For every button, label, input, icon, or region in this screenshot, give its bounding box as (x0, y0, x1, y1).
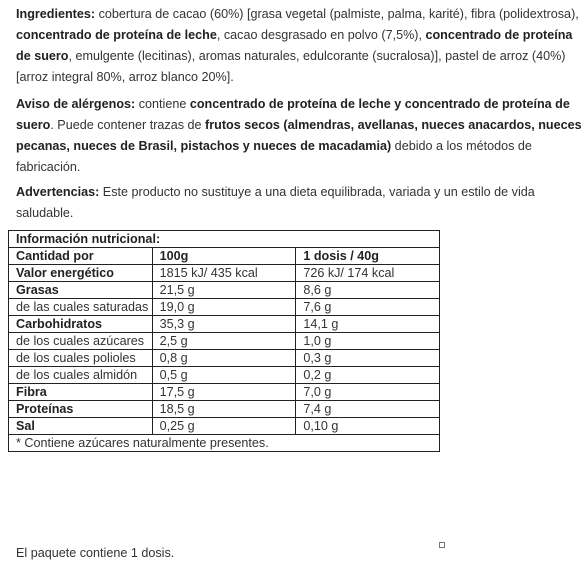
warnings-label: Advertencias: (16, 185, 100, 199)
value-dose: 7,4 g (296, 401, 440, 418)
allergens-label: Aviso de alérgenos: (16, 97, 136, 111)
table-footnote: * Contiene azúcares naturalmente presentes. (9, 435, 440, 452)
header-cell-dose: 1 dosis / 40g (296, 248, 440, 265)
header-cell-100g: 100g (152, 248, 296, 265)
ingredients-text-2: , cacao desgrasado en polvo (7,5%), (216, 28, 426, 42)
value-100g: 0,8 g (152, 350, 296, 367)
row-label: de los cuales azúcares (9, 333, 153, 350)
allergens-paragraph (16, 94, 582, 178)
table-row-fat (9, 282, 440, 299)
row-label: de los cuales polioles (9, 350, 153, 367)
row-label: Valor energético (9, 265, 153, 282)
header-cell-amount: Cantidad por (9, 248, 153, 265)
table-row-salt (9, 418, 440, 435)
row-label: de las cuales saturadas (9, 299, 153, 316)
allergens-text-1: contiene (135, 97, 190, 111)
value-dose: 0,2 g (296, 367, 440, 384)
value-100g: 2,5 g (152, 333, 296, 350)
ingredients-bold-2: concentrado de proteína de suero (16, 28, 573, 63)
value-dose: 14,1 g (296, 316, 440, 333)
value-100g: 0,5 g (152, 367, 296, 384)
value-dose: 0,3 g (296, 350, 440, 367)
table-row-saturated (9, 299, 440, 316)
table-row-energy (9, 265, 440, 282)
table-row-sugars (9, 333, 440, 350)
resize-handle[interactable] (439, 542, 445, 548)
value-dose: 1,0 g (296, 333, 440, 350)
ingredients-paragraph (16, 4, 582, 88)
table-row-fibre (9, 384, 440, 401)
warnings-text: Este producto no sustituye a una dieta equilibrada, variada y un estilo de vida saludable. (16, 185, 535, 220)
value-100g: 35,3 g (152, 316, 296, 333)
value-100g: 18,5 g (152, 401, 296, 418)
value-100g: 1815 kJ/ 435 kcal (152, 265, 296, 282)
ingredients-label: Ingredientes: (16, 7, 96, 21)
nutrition-header-row (9, 248, 440, 265)
row-label: Sal (9, 418, 153, 435)
value-dose: 0,10 g (296, 418, 440, 435)
value-dose: 726 kJ/ 174 kcal (296, 265, 440, 282)
allergens-bold-1: concentrado de proteína de leche y concentrado de proteína de suero (16, 97, 570, 132)
row-label: de los cuales almidón (9, 367, 153, 384)
table-row-protein (9, 401, 440, 418)
table-row-starch (9, 367, 440, 384)
row-label: Proteínas (9, 401, 153, 418)
row-label: Grasas (9, 282, 153, 299)
value-dose: 8,6 g (296, 282, 440, 299)
footnote-row (9, 435, 440, 452)
table-row-polyols (9, 350, 440, 367)
allergens-text-2: . Puede contener trazas de (50, 118, 206, 132)
allergens-text-3: debido a los métodos de fabricación. (16, 139, 532, 174)
package-note: El paquete contiene 1 dosis. (16, 546, 175, 560)
nutrition-title-row (9, 231, 440, 248)
ingredients-text-1: cobertura de cacao (60%) [grasa vegetal (palmiste, palma, karité), fibra (polidextrosa), (95, 7, 579, 21)
warnings-paragraph (16, 182, 582, 224)
value-100g: 0,25 g (152, 418, 296, 435)
nutrition-table (8, 230, 440, 452)
ingredients-bold-1: concentrado de proteína de leche (16, 28, 217, 42)
allergens-bold-2: frutos secos (almendras, avellanas, nueces anacardos, nueces pecanas, nueces de Brasil, pistachos y nueces de macadamia) (16, 118, 582, 153)
ingredients-text-3: , emulgente (lecitinas), aromas naturales, edulcorante (sucralosa)], pastel de arroz (40%) [arroz integral 80%, arroz blanco 20%]. (16, 49, 566, 84)
nutrition-title: Información nutricional: (9, 231, 440, 248)
table-row-carbs (9, 316, 440, 333)
row-label: Carbohidratos (9, 316, 153, 333)
value-dose: 7,6 g (296, 299, 440, 316)
value-100g: 21,5 g (152, 282, 296, 299)
value-dose: 7,0 g (296, 384, 440, 401)
row-label: Fibra (9, 384, 153, 401)
value-100g: 19,0 g (152, 299, 296, 316)
value-100g: 17,5 g (152, 384, 296, 401)
